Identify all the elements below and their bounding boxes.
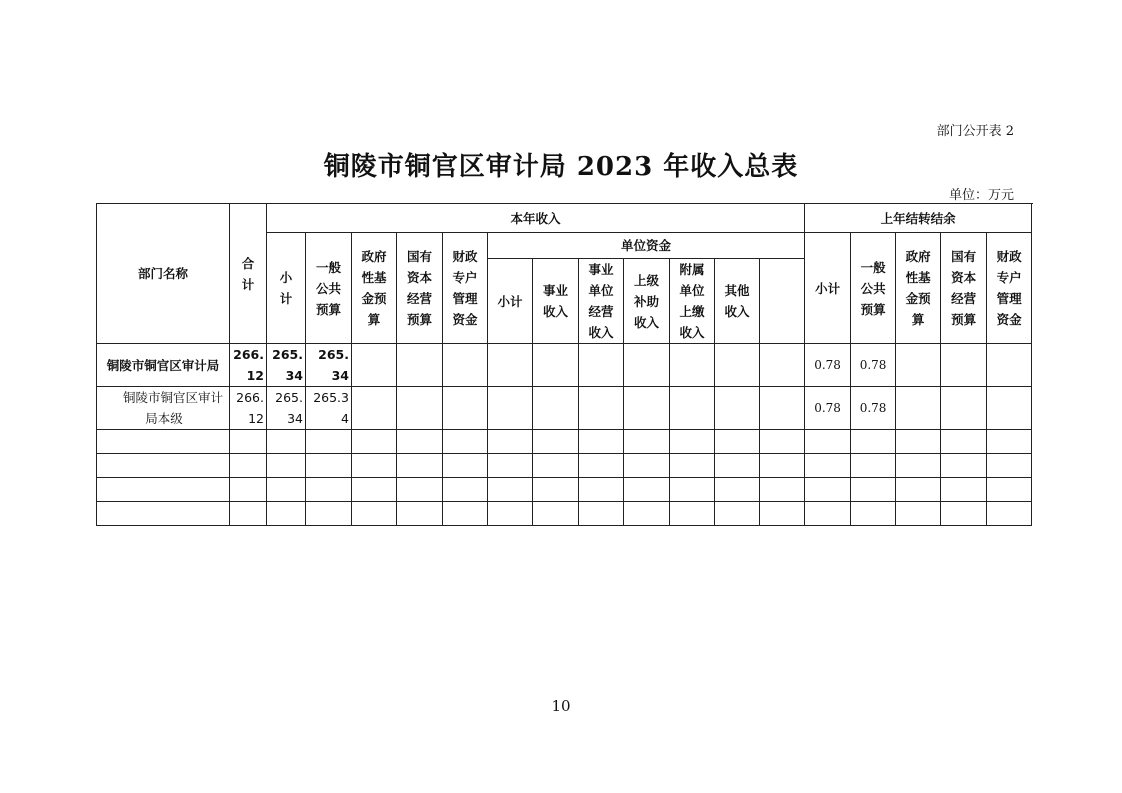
header-unit-funds: 单位资金 — [488, 233, 805, 259]
header-co-gov-fund: 政府性基金预算 — [896, 233, 941, 344]
empty-row — [97, 454, 1032, 478]
header-operating-income: 事业单位经营收入 — [579, 259, 624, 344]
header-total: 合计 — [230, 204, 267, 344]
page-title: 铜陵市铜官区审计局 2023 年收入总表 — [323, 152, 799, 182]
header-general-budget: 一般公共预算 — [306, 233, 352, 344]
row-general-budget: 265.34 — [306, 387, 352, 430]
row-co-subtotal: 0.78 — [805, 387, 851, 430]
row-dept-name: 铜陵市铜官区审计局本级 — [97, 387, 230, 430]
header-co-fiscal-special: 财政专户管理资金 — [987, 233, 1032, 344]
row-total: 266.12 — [230, 387, 267, 430]
header-co-subtotal: 小计 — [805, 233, 851, 344]
header-fiscal-special: 财政专户管理资金 — [443, 233, 488, 344]
unit-label: 单位：万元 — [948, 188, 1014, 203]
row-general-budget: 265.34 — [306, 344, 352, 387]
table-row — [97, 387, 1032, 430]
header-uf-subtotal: 小计 — [488, 259, 533, 344]
empty-row — [97, 502, 1032, 526]
row-dept-name: 铜陵市铜官区审计局 — [97, 344, 230, 387]
header-business-income: 事业收入 — [533, 259, 579, 344]
header-dept-name: 部门名称 — [97, 204, 230, 344]
header-affiliated-remit: 附属单位上缴收入 — [670, 259, 715, 344]
header-current-year: 本年收入 — [267, 204, 805, 233]
page-number: 10 — [551, 697, 571, 715]
row-co-general-budget: 0.78 — [851, 387, 896, 430]
header-state-capital: 国有资本经营预算 — [397, 233, 443, 344]
row-cur-subtotal: 265.34 — [267, 387, 306, 430]
header-superior-subsidy: 上级补助收入 — [624, 259, 670, 344]
row-cur-subtotal: 265.34 — [267, 344, 306, 387]
header-co-state-capital: 国有资本经营预算 — [941, 233, 987, 344]
empty-row — [97, 478, 1032, 502]
header-carryover: 上年结转结余 — [805, 204, 1032, 233]
row-co-subtotal: 0.78 — [805, 344, 851, 387]
table-row — [97, 344, 1032, 387]
header-co-general-budget: 一般公共预算 — [851, 233, 896, 344]
income-summary-table — [96, 203, 1032, 526]
table-number-tag: 部门公开表 2 — [936, 124, 1014, 139]
header-cur-subtotal: 小计 — [267, 233, 306, 344]
row-co-general-budget: 0.78 — [851, 344, 896, 387]
empty-row — [97, 430, 1032, 454]
header-gov-fund: 政府性基金预算 — [352, 233, 397, 344]
header-other-income: 其他收入 — [715, 259, 760, 344]
row-total: 266.12 — [230, 344, 267, 387]
